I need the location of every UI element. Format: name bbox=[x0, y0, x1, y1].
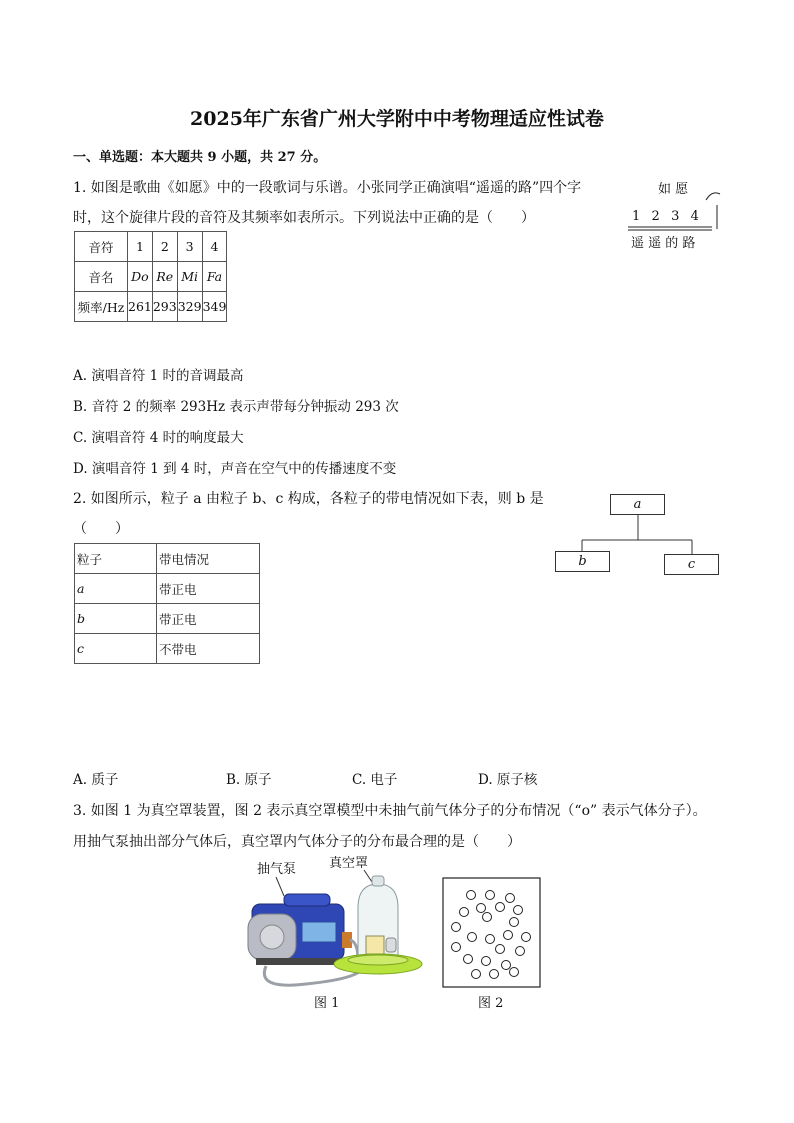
table-cell: 带正电 bbox=[157, 574, 260, 604]
q3-fig1-jar-label: 真空罩 bbox=[329, 856, 369, 871]
q1-stem-line2: 时，这个旋律片段的音符及其频率如表所示。下列说法中正确的是（ ） bbox=[73, 210, 535, 226]
section-heading: 一、单选题：本大题共 9 小题，共 27 分。 bbox=[73, 150, 327, 165]
table-cell: 不带电 bbox=[157, 634, 260, 664]
table-row bbox=[75, 574, 260, 604]
table-cell: 349 bbox=[202, 292, 227, 322]
table-cell: c bbox=[75, 634, 157, 664]
q1-option-b[interactable]: B. 音符 2 的频率 293Hz 表示声带每分钟振动 293 次 bbox=[73, 399, 399, 415]
table-cell: 3 bbox=[177, 232, 202, 262]
q3-figure-2 bbox=[442, 877, 542, 1012]
q3-fig1-caption: 图 1 bbox=[314, 996, 340, 1011]
q1-score-lyric-bottom: 遥 遥 的 路 bbox=[631, 236, 696, 251]
q2-stem-line2: （ ） bbox=[73, 521, 129, 537]
table-cell: 329 bbox=[177, 292, 202, 322]
table-cell: a bbox=[75, 574, 157, 604]
table-cell: Mi bbox=[177, 262, 202, 292]
table-cell: Fa bbox=[202, 262, 227, 292]
q3-fig2-molecule-box bbox=[442, 877, 542, 989]
q2-charge-table bbox=[74, 543, 260, 664]
q3-stem-line2: 用抽气泵抽出部分气体后，真空罩内气体分子的分布最合理的是（ ） bbox=[73, 834, 521, 850]
table-cell: 4 bbox=[202, 232, 227, 262]
q2-option-b[interactable]: B. 原子 bbox=[226, 772, 272, 788]
q2-option-a[interactable]: A. 质子 bbox=[73, 772, 119, 788]
q3-fig1-apparatus bbox=[246, 852, 426, 992]
q1-option-a[interactable]: A. 演唱音符 1 时的音调最高 bbox=[73, 368, 244, 384]
table-row bbox=[75, 262, 227, 292]
table-row bbox=[75, 604, 260, 634]
q2-particle-diagram bbox=[552, 490, 722, 580]
table-cell: 带正电 bbox=[157, 604, 260, 634]
q3-fig1-pump-label: 抽气泵 bbox=[257, 862, 297, 877]
table-cell: 2 bbox=[152, 232, 177, 262]
q1-stem-line1: 1. 如图是歌曲《如愿》中的一段歌词与乐谱。小张同学正确演唱“遥遥的路”四个字 bbox=[73, 180, 582, 196]
table-cell: 261 bbox=[128, 292, 153, 322]
table-cell: 音名 bbox=[75, 262, 128, 292]
table-cell: 带电情况 bbox=[157, 544, 260, 574]
q2-diagram-node-b: b bbox=[555, 551, 610, 572]
q1-score-figure bbox=[620, 176, 730, 256]
table-row bbox=[75, 544, 260, 574]
table-cell: 粒子 bbox=[75, 544, 157, 574]
table-cell: 1 bbox=[128, 232, 153, 262]
table-cell: 频率/Hz bbox=[75, 292, 128, 322]
q1-option-c[interactable]: C. 演唱音符 4 时的响度最大 bbox=[73, 430, 244, 446]
q2-option-c[interactable]: C. 电子 bbox=[352, 772, 398, 788]
q1-score-lyric-top: 如 愿 bbox=[658, 182, 689, 197]
q2-stem-line1: 2. 如图所示，粒子 a 由粒子 b、c 构成，各粒子的带电情况如下表，则 b 是 bbox=[73, 491, 544, 507]
q2-option-d[interactable]: D. 原子核 bbox=[478, 772, 538, 788]
page-title: 2025年广东省广州大学附中中考物理适应性试卷 bbox=[190, 108, 604, 130]
q3-figure-1 bbox=[246, 852, 426, 1012]
table-cell: b bbox=[75, 604, 157, 634]
table-row bbox=[75, 634, 260, 664]
q1-score-notes: 1 2 3 4 bbox=[632, 209, 700, 224]
table-cell: Do bbox=[128, 262, 153, 292]
q1-frequency-table bbox=[74, 231, 227, 322]
q3-stem-line1: 3. 如图 1 为真空罩装置，图 2 表示真空罩模型中未抽气前气体分子的分布情况（“o” 表示气体分子）。 bbox=[73, 803, 707, 819]
q1-option-d[interactable]: D. 演唱音符 1 到 4 时，声音在空气中的传播速度不变 bbox=[73, 461, 397, 477]
q2-diagram-node-a: a bbox=[610, 494, 665, 515]
q3-fig2-caption: 图 2 bbox=[478, 996, 504, 1011]
q2-diagram-node-c: c bbox=[664, 554, 719, 575]
table-cell: 293 bbox=[152, 292, 177, 322]
table-row bbox=[75, 292, 227, 322]
table-cell: 音符 bbox=[75, 232, 128, 262]
table-cell: Re bbox=[152, 262, 177, 292]
table-row bbox=[75, 232, 227, 262]
